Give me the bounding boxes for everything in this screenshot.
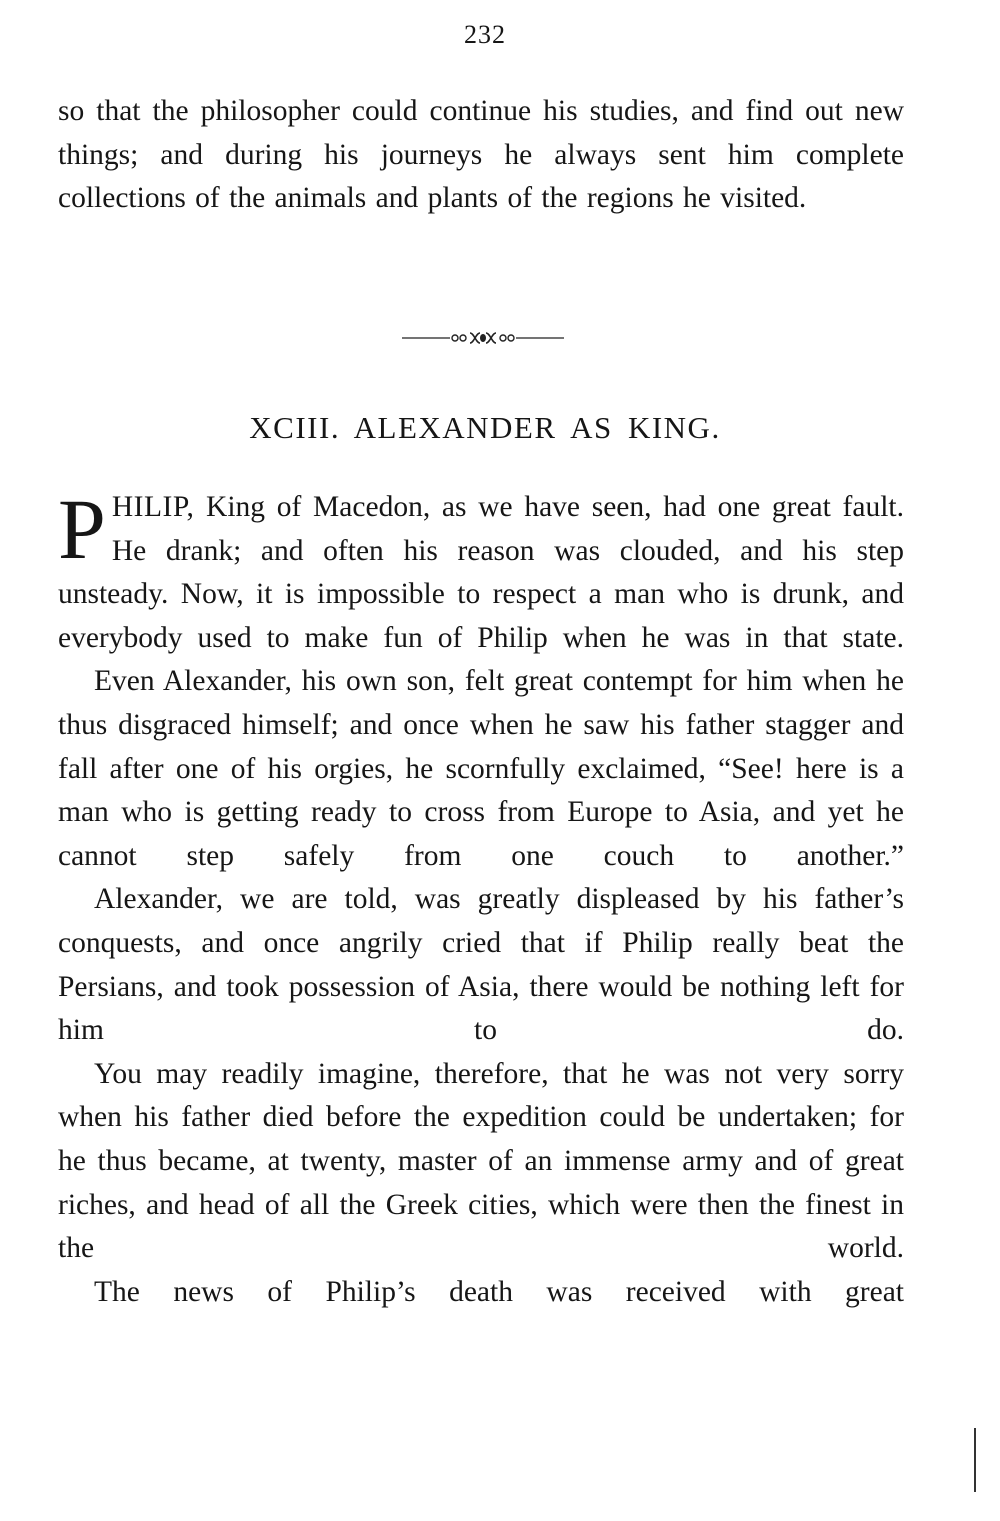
page-number: 232 bbox=[464, 20, 506, 49]
continuation-text: so that the philosopher could continue his studies, and find out new things; and during his journeys he always sent him complete collections of the animals and plants of the regions he visited. bbox=[58, 95, 904, 215]
paragraph-1-text: King of Macedon, as we have seen, had one great fault. He drank; and often his reason was clouded, and his step unsteady. Now, it is impossible to respect a man who is drunk, and everybody used to make fun of Philip when he was in that state. bbox=[58, 491, 904, 654]
first-word-rest: HILIP, bbox=[111, 491, 195, 523]
paragraph-3: Alexander, we are told, was greatly displeased by his father’s conquests, and once angrily cried that if Philip really beat the Persians, and took possession of Asia, there would be nothing left for him to do. bbox=[58, 883, 904, 1047]
paragraph-4: You may readily imagine, therefore, that he was not very sorry when his father died before the expedition could be undertaken; for he thus became, at twenty, master of an immense army and of great riches, and head of all the Greek cities, which were then the finest in the world. bbox=[58, 1057, 904, 1265]
margin-scan-mark bbox=[974, 1428, 976, 1492]
chapter-body bbox=[58, 481, 904, 1314]
paragraph-1 bbox=[58, 481, 904, 660]
ornamental-divider-icon bbox=[402, 330, 564, 346]
paragraph-2: Even Alexander, his own son, felt great contempt for him when he thus disgraced himself; and once when he saw his father stagger and fall after one of his orgies, he scornfully exclaimed, “See! here is a man who is getting ready to cross from Europe to Asia, and yet he cannot step safely from one couch to another.” bbox=[58, 665, 904, 872]
chapter-heading: XCIII. ALEXANDER AS KING. bbox=[249, 410, 721, 445]
paragraph-5: The news of Philip’s death was received with great bbox=[94, 1275, 904, 1308]
continuation-paragraph bbox=[58, 90, 904, 221]
drop-cap: P bbox=[58, 481, 106, 577]
